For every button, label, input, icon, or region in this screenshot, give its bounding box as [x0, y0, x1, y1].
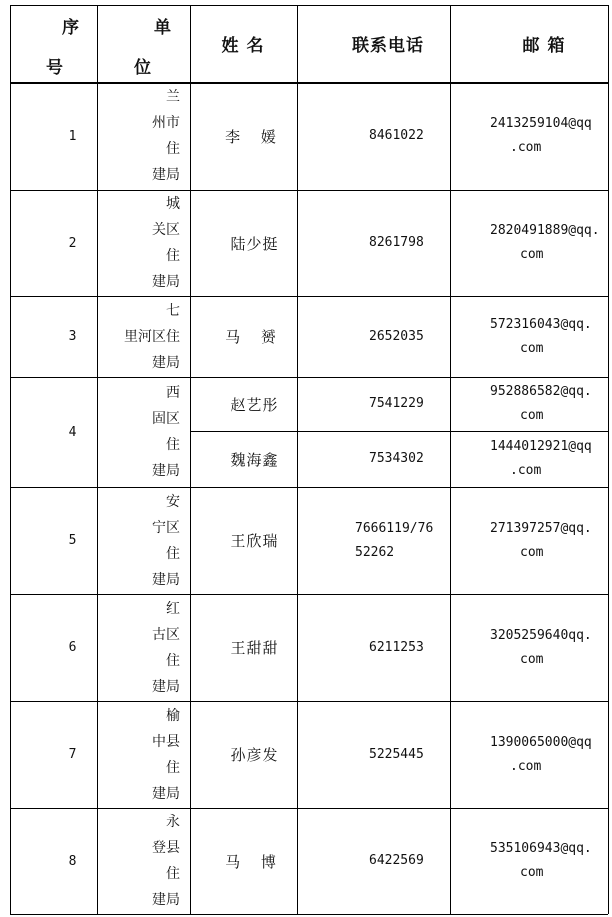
phone-line: 2652035: [369, 328, 424, 344]
unit-line: 里河区住: [124, 328, 180, 345]
contact-table: [10, 5, 608, 914]
unit-line: 西: [166, 385, 180, 401]
header-phone: 联系电话: [352, 36, 424, 56]
unit-line: 建局: [152, 463, 180, 479]
contact-phone: [297, 431, 450, 487]
email-line: .com: [510, 463, 542, 478]
email-line: 572316043@qq.: [490, 316, 592, 332]
unit-line: 住: [166, 652, 180, 669]
unit-line: 固区: [152, 411, 180, 427]
phone-line: 6422569: [369, 853, 424, 868]
contact-name: 李 媛: [225, 127, 284, 146]
phone-line: 7666119/76: [355, 520, 434, 536]
row-border: [10, 5, 608, 6]
unit-line: 七: [166, 302, 180, 319]
unit-line: 建局: [152, 354, 180, 371]
row-border: [10, 701, 608, 702]
unit-cell: [97, 701, 190, 808]
header-unit-top: 单: [154, 18, 171, 38]
unit-line: 建局: [152, 678, 180, 695]
unit-line: 建局: [152, 892, 180, 908]
email-line: 952886582@qq.: [490, 384, 592, 399]
contact-name: 王欣瑞: [230, 532, 279, 550]
contact-phone: [297, 487, 450, 594]
unit-line: 住: [166, 866, 180, 882]
unit-line: 建局: [152, 571, 180, 588]
unit-line: 红: [166, 600, 180, 617]
contact-phone: [297, 701, 450, 808]
column-border: [97, 5, 98, 914]
contact-phone: [297, 594, 450, 701]
unit-cell: [97, 487, 190, 594]
column-border: [190, 5, 191, 914]
contact-name: 赵艺彤: [230, 395, 279, 414]
column-border: [608, 5, 609, 914]
seq-cell: 1: [68, 128, 77, 144]
seq-cell: 5: [68, 533, 77, 548]
unit-line: 住: [166, 248, 180, 264]
row-border: [10, 914, 608, 915]
email-line: 2820491889@qq.: [490, 223, 600, 238]
seq-cell: 8: [68, 853, 77, 869]
row-border: [10, 487, 608, 488]
contact-name: 孙彦发: [230, 746, 279, 764]
contact-name: 陆少挺: [230, 234, 279, 253]
unit-cell: [97, 82, 190, 190]
contact-name: 马 赟: [225, 328, 284, 346]
phone-line: 6211253: [369, 639, 424, 655]
email-line: 2413259104@qq: [490, 116, 592, 131]
column-border: [297, 5, 298, 914]
email-line: com: [520, 247, 544, 262]
seq-cell: 6: [68, 640, 77, 655]
header-seq-top: 序: [62, 18, 79, 38]
unit-cell: [97, 594, 190, 701]
column-border: [450, 5, 451, 914]
phone-line: 52262: [355, 544, 395, 560]
unit-line: 建局: [152, 167, 180, 183]
email-line: .com: [510, 758, 542, 774]
email-line: com: [520, 544, 544, 560]
row-border: [10, 296, 608, 297]
phone-line: 8261798: [369, 235, 424, 250]
unit-line: 住: [166, 437, 180, 453]
email-line: com: [520, 865, 544, 880]
email-line: 1390065000@qq: [490, 734, 592, 750]
email-line: com: [520, 408, 544, 423]
email-line: com: [520, 340, 544, 356]
row-border: [10, 377, 608, 378]
contact-email: [450, 487, 608, 594]
email-line: 1444012921@qq: [490, 439, 592, 454]
row-border: [10, 190, 608, 191]
row-border: [10, 82, 608, 84]
unit-line: 古区: [152, 626, 180, 643]
contact-phone: [297, 808, 450, 914]
row-split-border: [190, 431, 608, 432]
contact-name: 马 博: [225, 852, 284, 871]
row-border: [10, 594, 608, 595]
unit-line: 宁区: [152, 519, 180, 536]
phone-line: 5225445: [369, 746, 424, 762]
header-seq-bottom: 号: [46, 58, 63, 78]
unit-line: 住: [166, 759, 180, 776]
seq-cell: 7: [68, 747, 77, 762]
unit-line: 兰: [166, 89, 180, 105]
contact-name: 王甜甜: [230, 639, 279, 657]
contact-name: 魏海鑫: [230, 450, 279, 469]
header-name: 姓 名: [221, 36, 265, 56]
unit-line: 关区: [152, 222, 180, 238]
unit-line: 城: [166, 196, 180, 212]
unit-line: 州市: [152, 115, 180, 131]
unit-cell: [97, 808, 190, 914]
contact-phone: [297, 377, 450, 431]
unit-line: 永: [166, 814, 180, 830]
email-line: 535106943@qq.: [490, 841, 592, 856]
seq-cell: 2: [68, 235, 77, 251]
header-unit-bottom: 位: [134, 58, 151, 78]
contact-email: [450, 808, 608, 914]
contact-email: [450, 190, 608, 296]
header-email: 邮 箱: [522, 36, 566, 56]
contact-phone: [297, 82, 450, 190]
contact-phone: [297, 190, 450, 296]
contact-email: [450, 701, 608, 808]
seq-cell: 4: [68, 424, 77, 440]
email-line: 3205259640qq.: [490, 627, 592, 643]
phone-line: 7541229: [369, 396, 424, 411]
unit-line: 建局: [152, 785, 180, 802]
contact-phone: [297, 296, 450, 377]
unit-line: 榆: [166, 707, 180, 724]
email-line: com: [520, 651, 544, 667]
seq-cell: 3: [68, 329, 77, 344]
unit-cell: [97, 190, 190, 296]
contact-email: [450, 82, 608, 190]
unit-cell: [97, 377, 190, 487]
contact-email: [450, 594, 608, 701]
contact-email: [450, 431, 608, 487]
contact-email: [450, 377, 608, 431]
email-line: 271397257@qq.: [490, 520, 592, 536]
unit-line: 住: [166, 141, 180, 157]
email-line: .com: [510, 140, 542, 155]
phone-line: 7534302: [369, 451, 424, 466]
column-border: [10, 5, 11, 914]
row-border: [10, 808, 608, 809]
unit-line: 中县: [152, 733, 180, 750]
unit-line: 建局: [152, 274, 180, 290]
unit-line: 登县: [152, 840, 180, 856]
contact-email: [450, 296, 608, 377]
unit-line: 住: [166, 545, 180, 562]
phone-line: 8461022: [369, 128, 424, 143]
unit-line: 安: [166, 493, 180, 510]
unit-cell: [97, 296, 190, 377]
